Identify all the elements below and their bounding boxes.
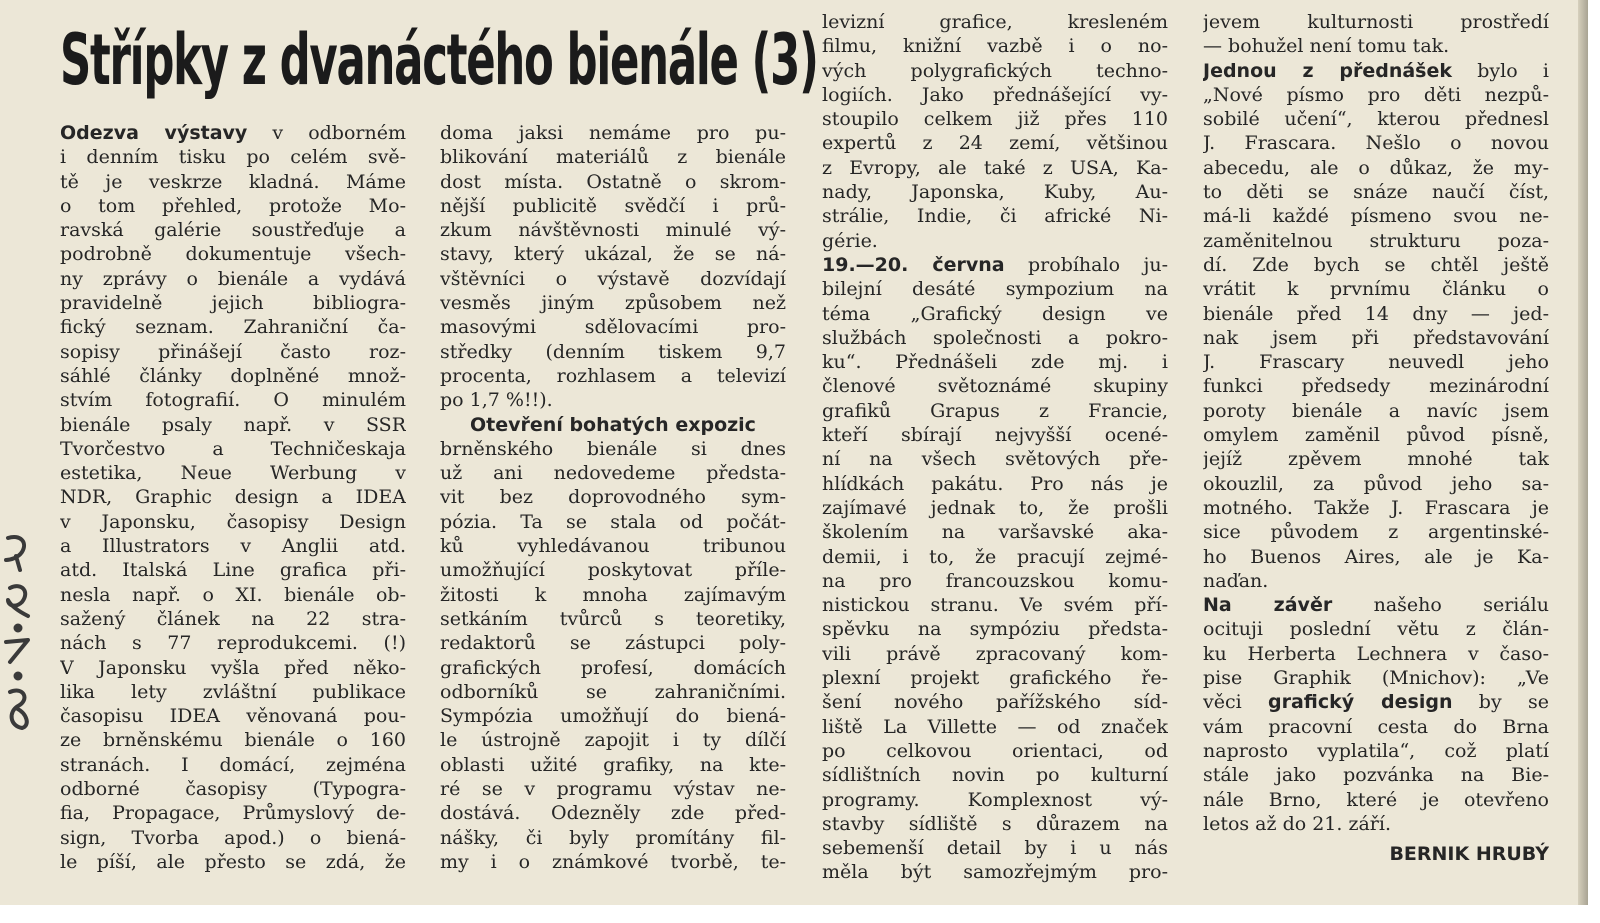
text-line (1203, 34, 1549, 58)
text-run: v odborném (247, 122, 406, 144)
text-line (60, 291, 406, 315)
text-run: sign, Tvorba apod.) o biená- (60, 826, 406, 849)
text-run: sopisy přinášejí často roz- (60, 340, 406, 363)
text-line (440, 704, 786, 728)
text-run: atd. Italská Line grafica při- (60, 559, 406, 582)
text-run: liště La Villette — od značek (822, 715, 1168, 738)
text-line (1203, 666, 1549, 690)
text-run: jejíž zpěvem mnohé tak (1203, 448, 1549, 471)
text-line (440, 680, 786, 704)
text-run: redaktorů se zástupci poly- (440, 632, 786, 655)
text-run: stavby sídliště s důrazem na (822, 812, 1168, 835)
text-run: měla být samozřejmým pro- (822, 861, 1168, 884)
text-run: už ani nedovedeme předsta- (440, 462, 786, 485)
text-line (822, 277, 1168, 301)
text-line (822, 520, 1168, 544)
bold-lead-text: 19.—20. června (822, 253, 1005, 276)
text-line (822, 447, 1168, 471)
text-run: to děti se snáze naučí číst, (1203, 181, 1549, 204)
text-run: Tvorčestvo a Techničeskaja (60, 437, 406, 460)
text-run: vesměs jiným způsobem než (440, 292, 786, 315)
text-run: zkum návštěvnosti minulé vý- (440, 219, 786, 242)
text-line (1203, 496, 1549, 520)
text-line (822, 10, 1168, 34)
text-run: umožňující poskytovat příle- (440, 559, 786, 582)
text-line (440, 510, 786, 534)
text-run: věci (1203, 691, 1268, 714)
text-line (822, 545, 1168, 569)
text-run: odborníků se zahraničními. (440, 680, 786, 703)
text-line (60, 437, 406, 461)
text-line (822, 156, 1168, 180)
text-run: demii, i to, že pracují zejmé- (822, 545, 1168, 568)
text-run: stvím fotografií. O minulém (60, 389, 406, 412)
text-line (1203, 690, 1549, 714)
text-run: v Japonsku, časopisy Design (60, 510, 406, 533)
text-line (822, 399, 1168, 423)
text-run: odborné časopisy (Typogra- (60, 778, 406, 801)
text-line (60, 145, 406, 169)
text-line (60, 364, 406, 388)
bold-lead-text: Jednou z přednášek (1203, 59, 1453, 82)
text-line (60, 340, 406, 364)
text-line (1203, 350, 1549, 374)
text-run: kteří sbírají nejvyšší ocené- (822, 424, 1168, 447)
text-line (1203, 763, 1549, 787)
text-run: — bohužel není tomu tak. (1203, 35, 1450, 58)
text-line (60, 850, 406, 874)
text-line (60, 777, 406, 801)
text-line (822, 204, 1168, 228)
text-line (440, 753, 786, 777)
text-line (440, 437, 786, 461)
text-run: logiích. Jako přednášející vy- (822, 83, 1168, 106)
text-line (822, 569, 1168, 593)
text-line (1203, 399, 1549, 423)
text-run: plexní projekt grafického ře- (822, 667, 1168, 690)
text-line (822, 229, 1168, 253)
text-run: tě je veskrze kladná. Máme (60, 170, 406, 193)
text-run: spěvku na sympóziu předsta- (822, 618, 1168, 641)
text-line (440, 850, 786, 874)
text-line (822, 860, 1168, 884)
text-line (60, 388, 406, 412)
text-run: bienále před 14 dny — jed- (1203, 302, 1549, 325)
text-line (60, 583, 406, 607)
text-line (1203, 472, 1549, 496)
handwritten-date (0, 530, 34, 740)
text-run: ku“. Přednášeli zde mj. i (822, 351, 1168, 374)
text-run: fický seznam. Zahraniční ča- (60, 316, 406, 339)
text-run: fia, Propagace, Průmyslový de- (60, 802, 406, 825)
text-line (440, 607, 786, 631)
text-run: nistickou stranu. Ve svém pří- (822, 594, 1168, 617)
text-line (822, 617, 1168, 641)
text-run: J. Frascary neuvedl jeho (1203, 351, 1549, 374)
text-line (440, 558, 786, 582)
text-line (1203, 593, 1549, 617)
text-line (60, 801, 406, 825)
text-run: le ústrojně zapojit i ty dílčí (440, 729, 786, 752)
text-run: našeho seriálu (1332, 594, 1549, 617)
text-line (822, 107, 1168, 131)
text-line (440, 218, 786, 242)
text-run: sobilé učení“, kterou přednesl (1203, 108, 1549, 131)
text-run: lika lety zvláštní publikace (60, 680, 406, 703)
text-line (1203, 739, 1549, 763)
text-run: z Evropy, ale také z USA, Ka- (822, 156, 1168, 179)
text-line (822, 472, 1168, 496)
text-run: službách společnosti a pokro- (822, 326, 1168, 349)
text-run: ré se v programu výstav ne- (440, 778, 786, 801)
text-run: téma „Grafický design ve (822, 302, 1168, 325)
text-line (1203, 617, 1549, 641)
text-run: expertů z 24 zemí, většinou (822, 132, 1168, 155)
text-line (1203, 107, 1549, 131)
text-line (1203, 59, 1549, 83)
text-run: po 1,7 %!!). (440, 389, 553, 412)
text-run: grafiků Grapus z Francie, (822, 399, 1168, 422)
text-run: okouzlil, za původ jeho sa- (1203, 472, 1549, 495)
text-run: vštěvníci o výstavě dozvídají (440, 267, 786, 290)
text-line (60, 242, 406, 266)
text-line (440, 801, 786, 825)
text-run: pózia. Ta se stala od počát- (440, 510, 786, 533)
text-line (440, 413, 786, 437)
text-run: strálie, Indie, či africké Ni- (822, 205, 1168, 228)
text-line (440, 826, 786, 850)
text-run: ny zprávy o bienále a vydává (60, 267, 406, 290)
text-line (60, 413, 406, 437)
text-line (1203, 131, 1549, 155)
text-run: vám pracovní cesta do Brna (1203, 715, 1549, 738)
text-run: bilejní desáté sympozium na (822, 278, 1168, 301)
column-3 (822, 10, 1168, 885)
text-run: vit bez doprovodného sym- (440, 486, 786, 509)
text-run: levizní grafice, kresleném (822, 11, 1168, 33)
text-line (440, 121, 786, 145)
text-line (1203, 642, 1549, 666)
text-line (822, 374, 1168, 398)
text-line (822, 739, 1168, 763)
text-line (440, 534, 786, 558)
text-run: středky (denním tiskem 9,7 (440, 340, 786, 363)
text-line (440, 461, 786, 485)
text-line (440, 364, 786, 388)
text-run: masovými sdělovacími pro- (440, 316, 786, 339)
text-run: ocituji poslední větu z člán- (1203, 618, 1549, 641)
text-run: časopisu IDEA věnovaná pou- (60, 705, 406, 728)
byline: BERNIK HRUBÝ (1389, 843, 1549, 866)
text-line (822, 763, 1168, 787)
text-run: by se (1452, 691, 1549, 714)
text-line (822, 350, 1168, 374)
text-line (440, 777, 786, 801)
text-line (60, 121, 406, 145)
text-line (440, 267, 786, 291)
text-run: pise Graphik (Mnichov): „Ve (1203, 667, 1549, 690)
text-run: zajímavé jednak to, že prošli (822, 496, 1168, 519)
text-run: motného. Takže J. Frascara je (1203, 496, 1549, 519)
text-line (440, 145, 786, 169)
text-line (440, 631, 786, 655)
text-line (822, 83, 1168, 107)
text-run: brněnského bienále si dnes (440, 437, 786, 460)
text-line (440, 170, 786, 194)
text-run: školením na varšavské aka- (822, 521, 1168, 544)
text-run: hlídkách pakátu. Pro nás je (822, 472, 1168, 495)
text-run: stavy, který ukázal, že se ná- (440, 243, 786, 266)
text-line (1203, 545, 1549, 569)
text-run: šení nového pařížského síd- (822, 691, 1168, 714)
text-line (440, 340, 786, 364)
column-4-lines (1203, 10, 1549, 836)
text-run: programy. Komplexnost vý- (822, 788, 1168, 811)
text-line (60, 826, 406, 850)
text-line (822, 642, 1168, 666)
text-run: funkci předsedy mezinárodní (1203, 375, 1549, 398)
text-run: ze brněnskému bienále o 160 (60, 729, 406, 752)
text-line (60, 461, 406, 485)
text-run: i denním tisku po celém svě- (60, 146, 406, 169)
text-run: nady, Japonska, Kuby, Au- (822, 181, 1168, 204)
text-line (60, 704, 406, 728)
text-run: oblasti užité grafiky, na kte- (440, 753, 786, 776)
text-line (822, 666, 1168, 690)
text-run: nější publicitě svědčí i prů- (440, 194, 786, 217)
text-line (1203, 788, 1549, 812)
text-line (60, 607, 406, 631)
text-run: „Nové písmo pro děti nezpů- (1203, 83, 1549, 106)
text-line (1203, 156, 1549, 180)
text-line (1203, 229, 1549, 253)
text-run: sebemenší detail by i u nás (822, 837, 1168, 860)
text-line (60, 656, 406, 680)
text-run: podrobně dokumentuje všech- (60, 243, 406, 266)
text-run: po celkovou orientaci, od (822, 739, 1168, 762)
text-run: vých polygrafických techno- (822, 59, 1168, 82)
text-line (440, 315, 786, 339)
text-line (822, 180, 1168, 204)
text-line (822, 715, 1168, 739)
text-run: poroty bienále a navíc jsem (1203, 399, 1549, 422)
text-run: vili právě zpracovaný kom- (822, 642, 1168, 665)
text-line (822, 593, 1168, 617)
text-run: naďan. (1203, 569, 1269, 592)
bold-lead-text: grafický design (1268, 691, 1453, 714)
text-run: blikování materiálů z bienále (440, 146, 786, 169)
text-run: sáhlé články doplněné množ- (60, 364, 406, 387)
text-run: stoupilo celkem již přes 110 (822, 108, 1168, 131)
text-run: vrátit k prvnímu článku o (1203, 278, 1549, 301)
text-line (60, 485, 406, 509)
text-line (822, 423, 1168, 447)
text-line (60, 267, 406, 291)
column-4 (1203, 10, 1549, 866)
text-run: ků vyhledávanou tribunou (440, 535, 786, 558)
text-run: žitosti k mnoha zajímavým (440, 583, 786, 606)
text-run: V Japonsku vyšla před něko- (60, 656, 406, 679)
text-line (1203, 447, 1549, 471)
text-run: dost místa. Ostatně o skrom- (440, 170, 786, 193)
bold-lead-text: Na závěr (1203, 594, 1333, 617)
text-line (822, 59, 1168, 83)
text-line (60, 315, 406, 339)
text-run: le píší, ale přesto se zdá, že (60, 850, 406, 873)
text-run: ravská galérie soustřeďuje a (60, 219, 406, 242)
article-headline: Střípky z dvanáctého bienále (3) (60, 19, 818, 101)
text-line (1203, 180, 1549, 204)
text-run: J. Frascara. Nešlo o novou (1203, 132, 1549, 155)
text-run: setkáním tvůrců s teoretiky, (440, 607, 786, 630)
text-line (440, 656, 786, 680)
text-run: nách s 77 reprodukcemi. (!) (60, 632, 406, 655)
text-run: nak jsem při představování (1203, 326, 1549, 349)
text-run: stranách. I domácí, zejména (60, 753, 406, 776)
text-line (440, 242, 786, 266)
text-run: letos až do 21. září. (1203, 812, 1391, 835)
text-line (60, 534, 406, 558)
text-line (440, 291, 786, 315)
text-line (822, 496, 1168, 520)
text-run: jevem kulturnosti prostředí (1203, 11, 1549, 33)
text-line (1203, 10, 1549, 34)
text-run: dí. Zde bych se chtěl ještě (1203, 253, 1549, 276)
text-line (1203, 374, 1549, 398)
text-run: NDR, Graphic design a IDEA (60, 486, 406, 509)
text-run: má-li každé písmeno svou ne- (1203, 205, 1549, 228)
text-line (440, 728, 786, 752)
text-line (822, 836, 1168, 860)
text-line (822, 34, 1168, 58)
text-line (822, 690, 1168, 714)
text-run: bylo i (1452, 59, 1549, 82)
text-line (1203, 812, 1549, 836)
text-line (1203, 253, 1549, 277)
text-line (60, 753, 406, 777)
text-run: ku Herberta Lechnera v časo- (1203, 642, 1549, 665)
text-run: stále jako pozvánka na Bie- (1203, 764, 1549, 787)
text-line (60, 194, 406, 218)
text-line (440, 388, 786, 412)
text-line (1203, 520, 1549, 544)
text-line (822, 302, 1168, 326)
text-run: dostává. Odezněly zde před- (440, 802, 786, 825)
text-run: a Illustrators v Anglii atd. (60, 535, 406, 558)
text-run: estetika, Neue Werbung v (60, 462, 406, 485)
text-line (60, 728, 406, 752)
text-run: sažený článek na 22 stra- (60, 607, 406, 630)
text-run: gérie. (822, 229, 878, 252)
text-run: Sympózia umožňují do biená- (440, 705, 786, 728)
text-run: nesla např. o XI. bienále ob- (60, 583, 406, 606)
text-line (440, 583, 786, 607)
text-run: naprosto vyplatila“, což platí (1203, 739, 1549, 762)
text-line (822, 253, 1168, 277)
text-line (60, 631, 406, 655)
text-run: omylem zaměnil původ písně, (1203, 424, 1549, 447)
text-line (440, 485, 786, 509)
text-run: na pro francouzskou komu- (822, 569, 1168, 592)
text-line (1203, 423, 1549, 447)
text-line (822, 812, 1168, 836)
column-2 (440, 121, 786, 874)
text-run: filmu, knižní vazbě i o no- (822, 35, 1168, 58)
text-run: sídlištních novin po kulturní (822, 764, 1168, 787)
text-line (1203, 569, 1549, 593)
text-run: probíhalo ju- (1004, 253, 1168, 276)
text-run: procenta, rozhlasem a televizí (440, 364, 786, 387)
text-line (822, 131, 1168, 155)
text-run: grafických profesí, domácích (440, 656, 786, 679)
text-line (1203, 715, 1549, 739)
text-line (60, 510, 406, 534)
column-1 (60, 121, 406, 874)
text-line (1203, 277, 1549, 301)
text-line (1203, 326, 1549, 350)
text-line (822, 326, 1168, 350)
text-line (60, 170, 406, 194)
text-run: sice původem z argentinské- (1203, 521, 1549, 544)
text-line (1203, 204, 1549, 228)
text-run: ní na všech světových pře- (822, 448, 1168, 471)
text-line (1203, 302, 1549, 326)
text-line (1203, 83, 1549, 107)
text-run: my i o známkové tvorbě, te- (440, 850, 786, 873)
text-line (60, 218, 406, 242)
text-run: doma jaksi nemáme pro pu- (440, 122, 786, 144)
text-run: nášky, či byly promítány fil- (440, 826, 786, 849)
text-line (60, 558, 406, 582)
text-line (440, 194, 786, 218)
text-line (822, 788, 1168, 812)
text-run: členové světoznámé skupiny (822, 375, 1168, 398)
text-run: nále Brno, které je otevřeno (1203, 788, 1549, 811)
bold-lead-text: Otevření bohatých expozic (470, 413, 756, 436)
text-line (60, 680, 406, 704)
text-run: pravidelně jejich bibliogra- (60, 292, 406, 315)
text-run: zaměnitelnou strukturu poza- (1203, 229, 1549, 252)
text-run: bienále psaly např. v SSR (60, 413, 406, 436)
bold-lead-text: Odezva výstavy (60, 122, 248, 144)
text-run: abecedu, ale o důkaz, že my- (1203, 156, 1549, 179)
text-run: o tom přehled, protože Mo- (60, 194, 406, 217)
text-run: ho Buenos Aires, ale je Ka- (1203, 545, 1549, 568)
